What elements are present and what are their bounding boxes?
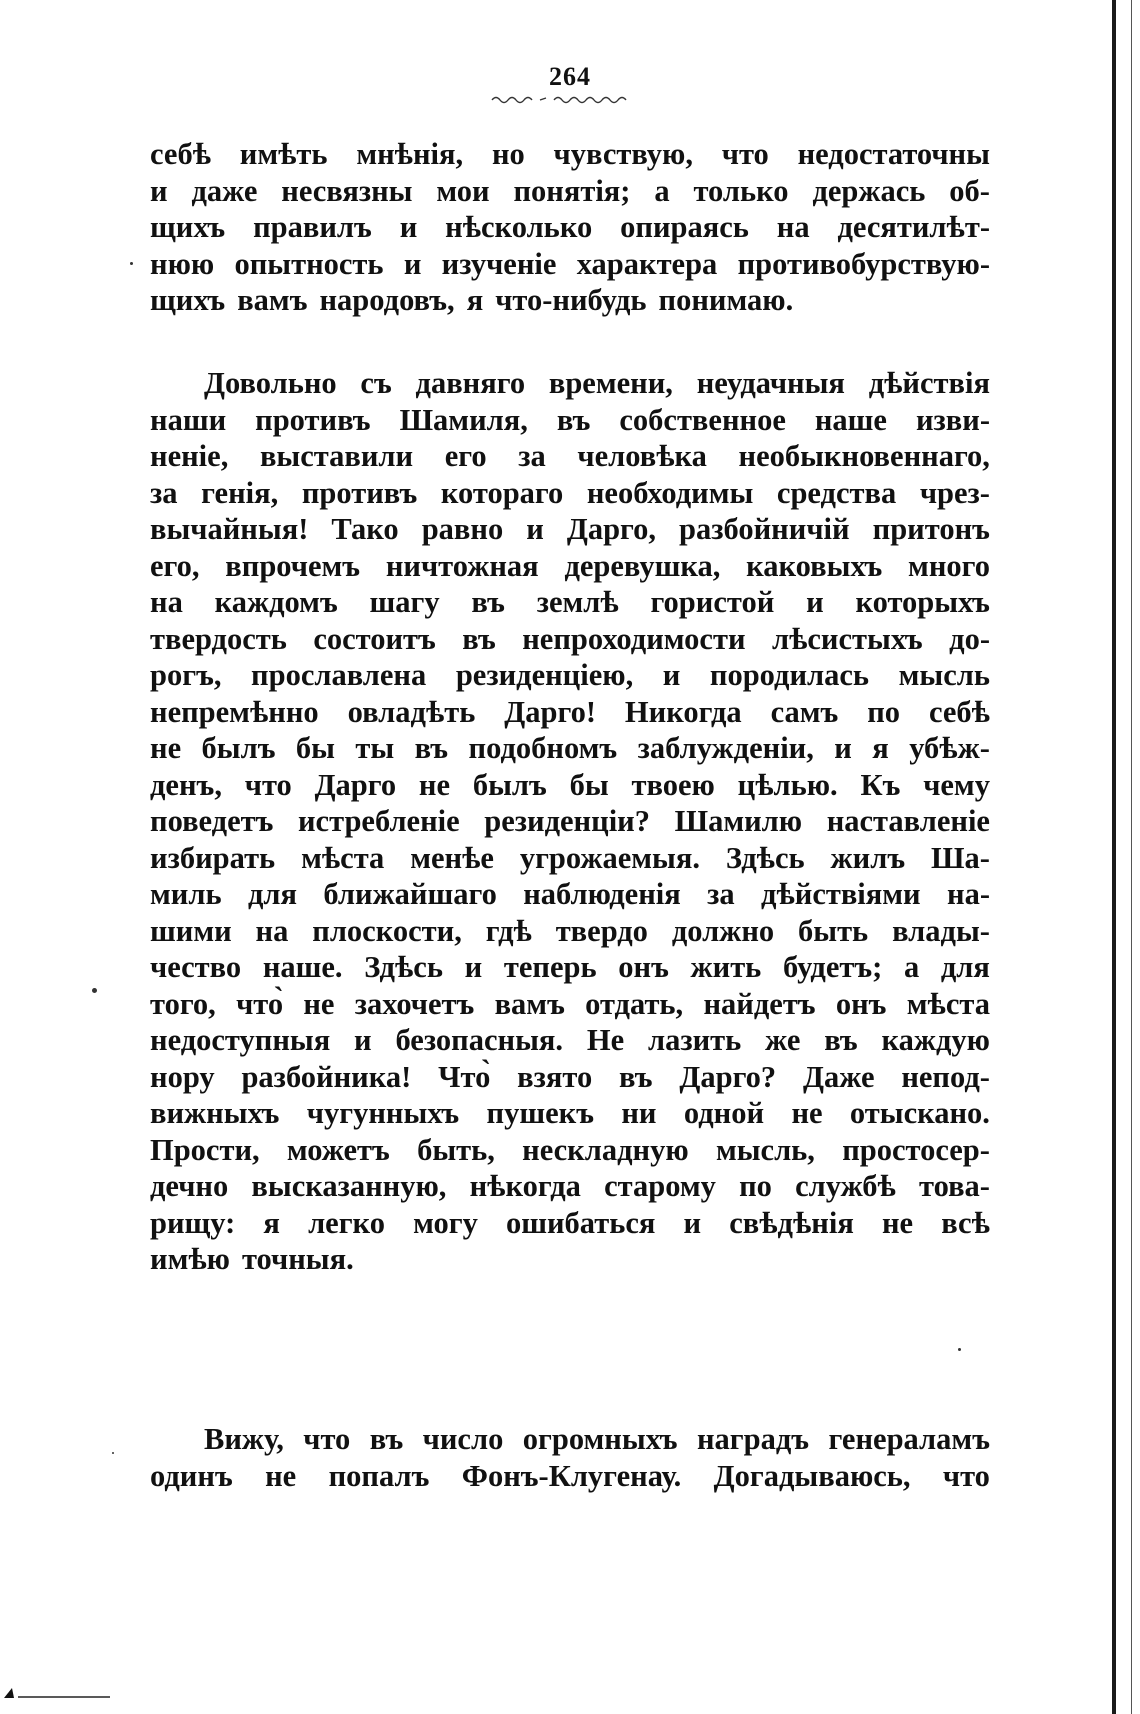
text-line: и даже несвязны мои понятія; а только держась об- xyxy=(150,173,990,208)
text-line: одинъ не попалъ Фонъ-Клугенау. Догадываюсь, что xyxy=(150,1458,990,1493)
text-line: рищу: я легко могу ошибаться и свѣдѣнія не всѣ xyxy=(150,1205,990,1240)
text-line: Прости, можетъ быть, нескладную мысль, простосер- xyxy=(150,1132,990,1167)
text-line: непремѣнно овладѣть Дарго! Никогда самъ по себѣ xyxy=(150,694,990,729)
text-line: рогъ, прославлена резиденціею, и породилась мысль xyxy=(150,658,990,692)
text-line: чество наше. Здѣсь и теперь онъ жить будетъ; а для xyxy=(150,950,990,984)
text-line: наши противъ Шамиля, въ собственное наше изви- xyxy=(150,402,990,437)
text-line: миль для ближайшаго наблюденія за дѣйствіями на- xyxy=(150,877,990,911)
text-line: недоступныя и безопасныя. Не лазить же въ каждую xyxy=(150,1023,990,1057)
corner-scan-mark xyxy=(0,1686,120,1700)
text-line: на каждомъ шагу въ землѣ гористой и которыхъ xyxy=(150,585,990,619)
text-line: нору разбойника! Что̀ взято въ Дарго? Даже непод- xyxy=(150,1059,990,1094)
text-line: его, впрочемъ ничтожная деревушка, каковыхъ много xyxy=(150,548,990,583)
text-line: Вижу, что въ число огромныхъ наградъ генераламъ xyxy=(204,1422,990,1456)
text-line: того, что̀ не захочетъ вамъ отдать, найдетъ онъ мѣста xyxy=(150,986,990,1021)
text-line: щихъ вамъ народовъ, я что-нибудь понимаю. xyxy=(150,283,794,317)
text-line: шими на плоскости, гдѣ твердо должно быть влады- xyxy=(150,913,990,948)
page-edge-line xyxy=(1131,0,1132,1714)
paper-speck xyxy=(130,262,133,265)
text-line: неніе, выставили его за человѣка необыкновеннаго, xyxy=(150,439,990,473)
text-line: вычайныя! Тако равно и Дарго, разбойничій притонъ xyxy=(150,512,990,546)
text-line: избирать мѣста менѣе угрожаемыя. Здѣсь жилъ Ша- xyxy=(150,840,990,875)
paper-speck xyxy=(112,1452,114,1454)
paragraph-2 xyxy=(150,365,990,1278)
text-line: поведетъ истребленіе резиденціи? Шамилю наставленіе xyxy=(150,804,990,838)
page-edge-shadow xyxy=(1112,0,1116,1714)
text-line: вижныхъ чугунныхъ пушекъ ни одной не отыскано. xyxy=(150,1096,990,1130)
text-line: себѣ имѣть мнѣнія, но чувствую, что недостаточны xyxy=(150,137,990,171)
paper-speck xyxy=(958,1348,961,1351)
paragraph-1 xyxy=(150,136,990,319)
text-line: нюю опытность и изученіе характера противобурствую- xyxy=(150,246,990,281)
page-number-ornament xyxy=(490,94,630,106)
text-line: имѣю точныя. xyxy=(150,1242,354,1276)
text-line: дечно высказанную, нѣкогда старому по службѣ това- xyxy=(150,1169,990,1203)
paper-speck xyxy=(92,988,97,993)
text-line: твердость состоитъ въ непроходимости лѣсистыхъ до- xyxy=(150,621,990,656)
text-line: не былъ бы ты въ подобномъ заблужденіи, и я убѣж- xyxy=(150,731,990,765)
text-line: денъ, что Дарго не былъ бы твоею цѣлью. Къ чему xyxy=(150,767,990,802)
page-number: 264 xyxy=(549,62,591,91)
text-line: щихъ правилъ и нѣсколько опираясь на десятилѣт- xyxy=(150,210,990,244)
text-line: Довольно съ давняго времени, неудачныя дѣйствія xyxy=(204,366,990,400)
paragraph-3 xyxy=(150,1421,990,1494)
text-line: за генія, противъ котораго необходимы средства чрез- xyxy=(150,475,990,510)
